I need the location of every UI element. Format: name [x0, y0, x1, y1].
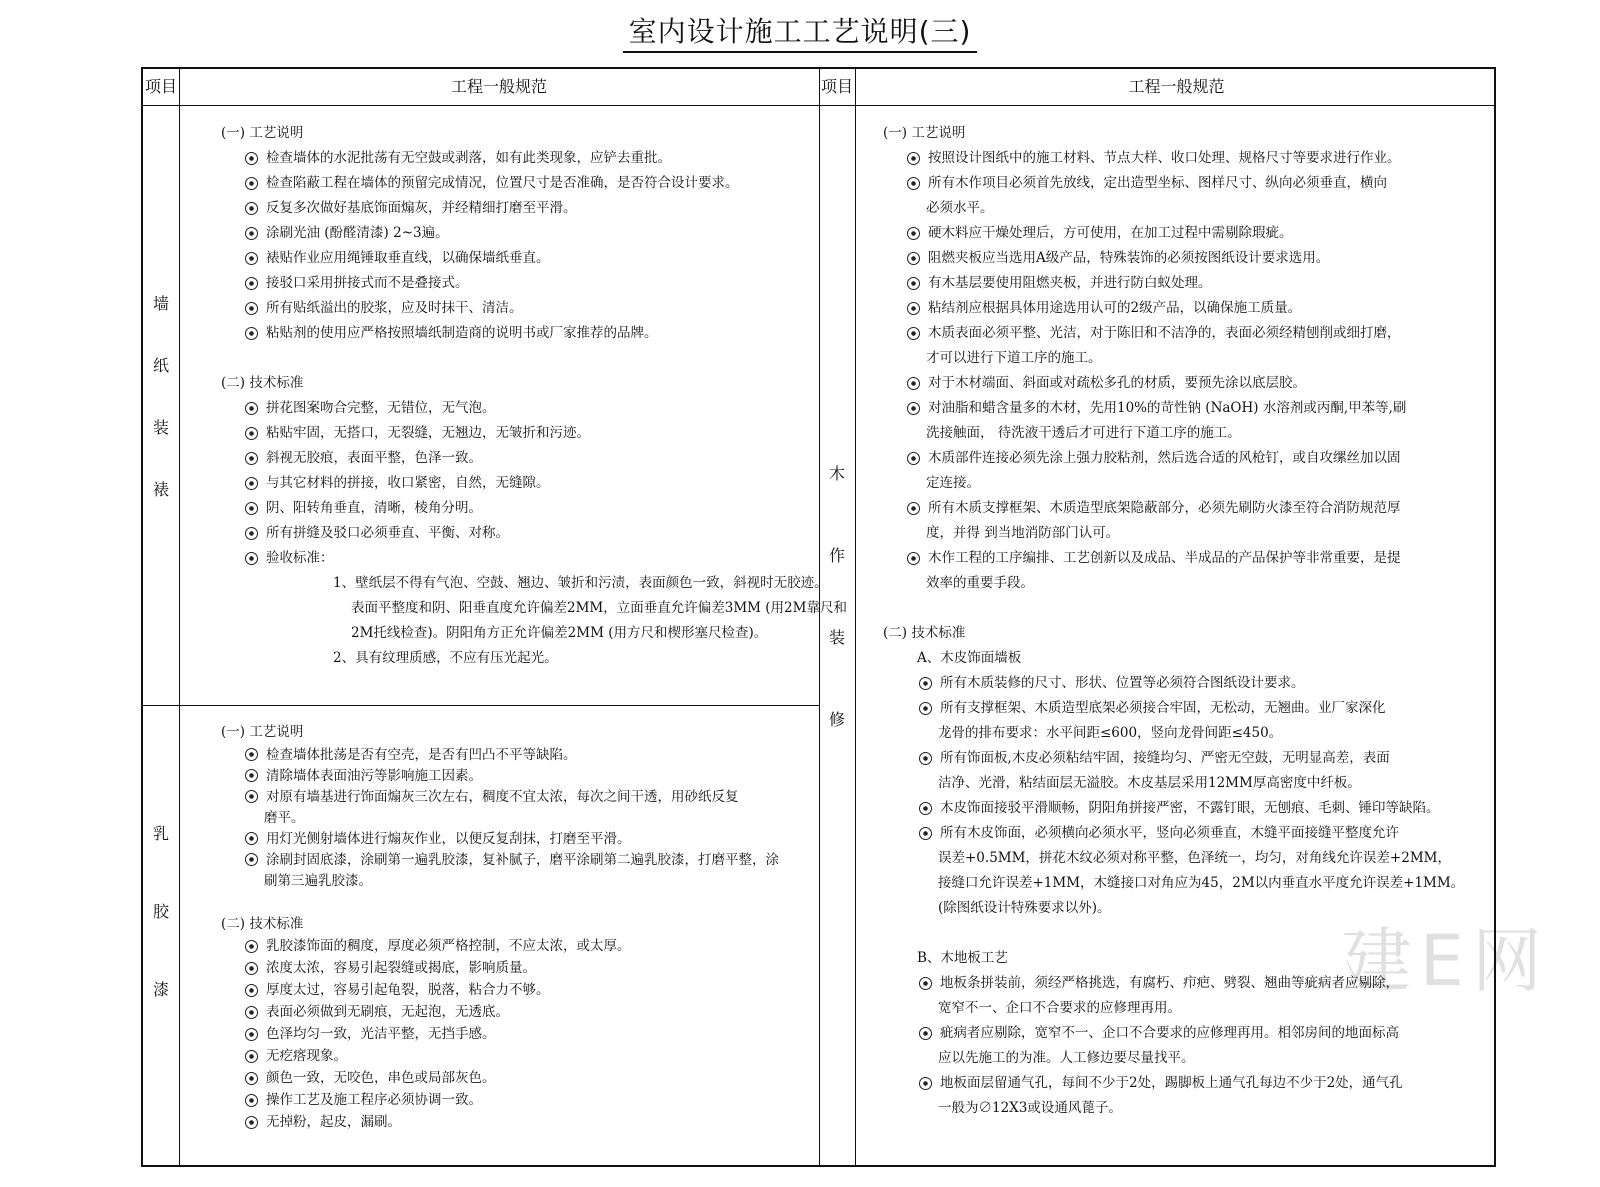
section-heading: (一) 工艺说明 — [883, 125, 966, 141]
list-item: 表面必须做到无刷痕，无起泡，无透底。 — [245, 1001, 779, 1023]
list-item: 拼花图案吻合完整，无错位，无气泡。 — [245, 396, 847, 421]
list-item: 所有支撑框架、木质造型底架必须接合牢固，无松动，无翘曲。业厂家深化 — [919, 696, 1464, 721]
list-item: 木质表面必须平整、光洁，对于陈旧和不洁净的，表面必须经精刨削或细打磨， — [907, 321, 1464, 346]
section-heading: (一) 工艺说明 — [221, 723, 304, 740]
list-item: 与其它材料的拼接，收口紧密，自然，无缝隙。 — [245, 471, 847, 496]
list-item-continued: 接缝口允许误差+1MM，木缝接口对角应为45，2M以内垂直水平度允许误差+1MM。 — [938, 875, 1465, 891]
list-item: 厚度太过，容易引起龟裂，脱落，粘合力不够。 — [245, 979, 779, 1001]
list-item-continued: 刷第三遍乳胶漆。 — [264, 872, 372, 889]
list-item: 粘贴牢固，无搭口，无裂缝，无翘边，无皱折和污迹。 — [245, 421, 847, 446]
list-item: 操作工艺及施工程序必须协调一致。 — [245, 1089, 779, 1111]
list-item-continued: 一般为∅12X3或设通风蓖子。 — [938, 1100, 1122, 1116]
header-item-right: 项目 — [820, 77, 853, 96]
list-item: 所有饰面板,木皮必须粘结牢固，接缝均匀、严密无空鼓，无明显高差，表面 — [919, 746, 1464, 771]
list-item: 所有木皮饰面，必须横向必须水平，竖向必须垂直，木缝平面接缝平整度允许 — [919, 821, 1464, 846]
list-item-continued: 应以先施工的为准。人工修边要尽量找平。 — [938, 1050, 1195, 1066]
list-item: 地板面层留通气孔，每间不少于2处，踢脚板上通气孔每边不少于2处，通气孔 — [919, 1071, 1464, 1096]
list-item: 阻燃夹板应当选用A级产品，特殊装饰的必须按图纸设计要求选用。 — [907, 246, 1464, 271]
section-heading: (二) 技术标准 — [221, 375, 304, 391]
list-item-continued: 定连接。 — [926, 475, 980, 491]
list-item: 硬木料应干燥处理后，方可使用，在加工过程中需剔除瑕疵。 — [907, 221, 1464, 246]
acceptance-line: 表面平整度和阴、阳垂直度允许偏差2MM，立面垂直允许偏差3MM (用2M靠尺和 — [351, 600, 847, 616]
section-heading: (一) 工艺说明 — [221, 125, 304, 141]
list-item: 用灯光侧射墙体进行煽灰作业，以便反复刮抹，打磨至平滑。 — [245, 828, 779, 849]
list-item: 对油脂和蜡含量多的木材，先用10%的苛性钠 (NaOH) 水溶剂或丙酮,甲苯等,刷 — [907, 396, 1464, 421]
list-item: 粘贴剂的使用应严格按照墙纸制造商的说明书或厂家推荐的品牌。 — [245, 321, 847, 346]
list-item: 对原有墙基进行饰面煽灰三次左右，稠度不宜太浓，每次之间干透，用砂纸反复 — [245, 786, 779, 807]
acceptance-line: 2、具有纹理质感，不应有压光起光。 — [333, 650, 558, 666]
header-item-left: 项目 — [144, 77, 177, 96]
list-item: 反复多次做好基底饰面煽灰，并经精细打磨至平滑。 — [245, 196, 847, 221]
list-item: 检查墙体的水泥批荡有无空鼓或剥落，如有此类现象，应铲去重批。 — [245, 146, 847, 171]
list-item-continued: (除图纸设计特殊要求以外)。 — [938, 900, 1111, 916]
list-item: 所有拼缝及驳口必须垂直、平衡、对称。 — [245, 521, 847, 546]
list-item: 所有木质支撑框架、木质造型底架隐蔽部分，必须先刷防火漆至符合消防规范厚 — [907, 496, 1464, 521]
header-spec-left: 工程一般规范 — [450, 77, 547, 96]
acceptance-line: 1、壁纸层不得有气泡、空鼓、翘边、皱折和污渍，表面颜色一致，斜视时无胶迹。 — [333, 575, 828, 591]
section-heading: (二) 技术标准 — [221, 916, 304, 932]
spec-table — [141, 67, 1496, 1167]
list-item: 疵病者应剔除，宽窄不一、企口不合要求的应修理再用。相邻房间的地面标高 — [919, 1021, 1464, 1046]
acceptance-line: 2M托线检查)。阴阳角方正允许偏差2MM (用方尺和楔形塞尺检查)。 — [351, 625, 768, 641]
list-item: 所有贴纸溢出的胶浆，应及时抹干、清洁。 — [245, 296, 847, 321]
list-item: 乳胶漆饰面的稠度，厚度必须严格控制，不应太浓，或太厚。 — [245, 935, 779, 957]
list-item: 浓度太浓，容易引起裂缝或揭底，影响质量。 — [245, 957, 779, 979]
list-item: 所有木质装修的尺寸、形状、位置等必须符合图纸设计要求。 — [919, 671, 1464, 696]
list-item: 清除墙体表面油污等影响施工因素。 — [245, 765, 779, 786]
list-item: 无疙瘩现象。 — [245, 1045, 779, 1067]
category-wallpaper: 墙 纸 装 裱 — [152, 294, 169, 499]
list-item-continued: 磨平。 — [264, 809, 305, 826]
list-item: 验收标准： — [245, 546, 847, 571]
list-item: 斜视无胶痕，表面平整，色泽一致。 — [245, 446, 847, 471]
list-item-continued: 龙骨的排布要求：水平间距≤600，竖向龙骨间距≤450。 — [938, 725, 1283, 741]
list-item: 裱贴作业应用绳锤取垂直线，以确保墙纸垂直。 — [245, 246, 847, 271]
list-item-continued: 宽窄不一、企口不合要求的应修理再用。 — [938, 1000, 1181, 1016]
list-item-continued: 效率的重要手段。 — [926, 575, 1034, 591]
watermark: 建E网 — [1341, 920, 1550, 1002]
latex-section — [221, 719, 779, 1133]
subsection-heading: A、木皮饰面墙板 — [917, 650, 1022, 666]
category-latex: 乳 胶 漆 — [152, 824, 169, 999]
subsection-heading: B、木地板工艺 — [917, 950, 1008, 966]
list-item-continued: 误差+0.5MM，拼花木纹必须对称平整，色泽统一，均匀，对角线允许误差+2MM， — [938, 850, 1451, 866]
list-item: 涂刷光油 (酚醛清漆) 2~3遍。 — [245, 221, 847, 246]
list-item: 地板条拼装前，须经严格挑选，有腐朽、疖疤、劈裂、翘曲等疵病者应剔除， — [919, 971, 1464, 996]
header-spec-right: 工程一般规范 — [1128, 77, 1225, 96]
list-item: 对于木材端面、斜面或对疏松多孔的材质，要预先涂以底层胶。 — [907, 371, 1464, 396]
list-item: 色泽均匀一致，光洁平整，无挡手感。 — [245, 1023, 779, 1045]
list-item: 检查陷蔽工程在墙体的预留完成情况，位置尺寸是否准确，是否符合设计要求。 — [245, 171, 847, 196]
list-item-continued: 洁净、光滑，粘结面层无溢胶。木皮基层采用12MM厚高密度中纤板。 — [938, 775, 1361, 791]
list-item: 木质部件连接必须先涂上强力胶粘剂，然后选合适的风枪钉，或自攻缧丝加以固 — [907, 446, 1464, 471]
page-title: 室内设计施工工艺说明(三) — [0, 12, 1600, 52]
list-item: 接驳口采用拼接式而不是叠接式。 — [245, 271, 847, 296]
list-item: 检查墙体批荡是否有空壳，是否有凹凸不平等缺陷。 — [245, 744, 779, 765]
list-item-continued: 才可以进行下道工序的施工。 — [926, 350, 1102, 366]
list-item: 按照设计图纸中的施工材料、节点大样、收口处理、规格尺寸等要求进行作业。 — [907, 146, 1464, 171]
list-item: 粘结剂应根据具体用途选用认可的2级产品，以确保施工质量。 — [907, 296, 1464, 321]
list-item: 木皮饰面接驳平滑顺畅，阴阳角拼接严密，不露钉眼，无刨痕、毛刺、锤印等缺陷。 — [919, 796, 1464, 821]
list-item: 涂刷封固底漆，涂刷第一遍乳胶漆，复补腻子，磨平涂刷第二遍乳胶漆，打磨平整，涂 — [245, 849, 779, 870]
list-item: 有木基层要使用阻燃夹板，并进行防白蚁处理。 — [907, 271, 1464, 296]
list-item-continued: 必须水平。 — [926, 200, 994, 216]
list-item: 阴、阳转角垂直，清晰，棱角分明。 — [245, 496, 847, 521]
list-item: 颜色一致，无咬色，串色或局部灰色。 — [245, 1067, 779, 1089]
list-item-continued: 洗接触面， 待洗液干透后才可进行下道工序的施工。 — [926, 425, 1241, 441]
list-item: 木作工程的工序编排、工艺创新以及成品、半成品的产品保护等非常重要，是提 — [907, 546, 1464, 571]
list-item: 所有木作项目必须首先放线，定出造型坐标、图样尺寸、纵向必须垂直，横向 — [907, 171, 1464, 196]
wallpaper-section — [221, 121, 847, 671]
list-item-continued: 度，并得 到当地消防部门认可。 — [926, 525, 1120, 541]
list-item: 无掉粉，起皮，漏刷。 — [245, 1111, 779, 1133]
category-wood: 木 作 装 修 — [828, 464, 845, 729]
section-heading: (二) 技术标准 — [883, 625, 966, 641]
